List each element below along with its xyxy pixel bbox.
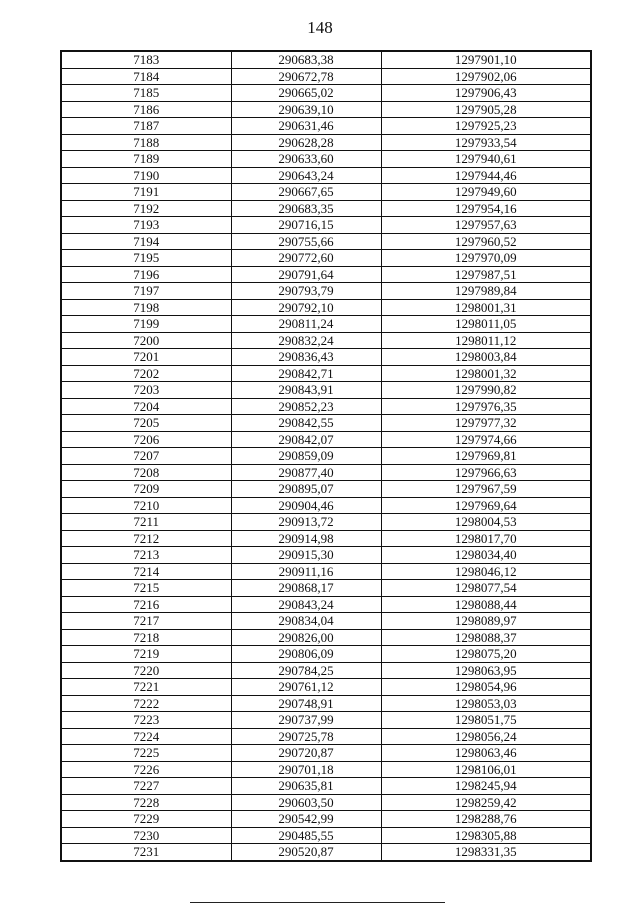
- point-number-cell: 7196: [61, 266, 231, 283]
- y-coordinate-cell: 1297990,82: [381, 382, 591, 399]
- y-coordinate-cell: 1297987,51: [381, 266, 591, 283]
- point-number-cell: 7222: [61, 695, 231, 712]
- point-number-cell: 7210: [61, 497, 231, 514]
- x-coordinate-cell: 290520,87: [231, 844, 381, 861]
- x-coordinate-cell: 290635,81: [231, 778, 381, 795]
- point-number-cell: 7195: [61, 250, 231, 267]
- y-coordinate-cell: 1298001,32: [381, 365, 591, 382]
- x-coordinate-cell: 290842,07: [231, 431, 381, 448]
- table-row: [61, 778, 591, 795]
- y-coordinate-cell: 1298056,24: [381, 728, 591, 745]
- point-number-cell: 7221: [61, 679, 231, 696]
- table-row: [61, 580, 591, 597]
- point-number-cell: 7219: [61, 646, 231, 663]
- point-number-cell: 7223: [61, 712, 231, 729]
- x-coordinate-cell: 290701,18: [231, 761, 381, 778]
- table-row: [61, 514, 591, 531]
- table-row: [61, 448, 591, 465]
- point-number-cell: 7204: [61, 398, 231, 415]
- point-number-cell: 7192: [61, 200, 231, 217]
- table-row: [61, 761, 591, 778]
- table-row: [61, 613, 591, 630]
- point-number-cell: 7226: [61, 761, 231, 778]
- table-row: [61, 679, 591, 696]
- x-coordinate-cell: 290542,99: [231, 811, 381, 828]
- y-coordinate-cell: 1297954,16: [381, 200, 591, 217]
- table-row: [61, 382, 591, 399]
- x-coordinate-cell: 290911,16: [231, 563, 381, 580]
- point-number-cell: 7218: [61, 629, 231, 646]
- table-row: [61, 398, 591, 415]
- x-coordinate-cell: 290672,78: [231, 68, 381, 85]
- x-coordinate-cell: 290852,23: [231, 398, 381, 415]
- y-coordinate-cell: 1298088,44: [381, 596, 591, 613]
- point-number-cell: 7205: [61, 415, 231, 432]
- point-number-cell: 7188: [61, 134, 231, 151]
- x-coordinate-cell: 290895,07: [231, 481, 381, 498]
- y-coordinate-cell: 1297969,64: [381, 497, 591, 514]
- x-coordinate-cell: 290643,24: [231, 167, 381, 184]
- point-number-cell: 7214: [61, 563, 231, 580]
- table-row: [61, 497, 591, 514]
- y-coordinate-cell: 1297966,63: [381, 464, 591, 481]
- y-coordinate-cell: 1298011,05: [381, 316, 591, 333]
- point-number-cell: 7201: [61, 349, 231, 366]
- table-row: [61, 283, 591, 300]
- table-row: [61, 481, 591, 498]
- table-row: [61, 794, 591, 811]
- table-row: [61, 316, 591, 333]
- x-coordinate-cell: 290832,24: [231, 332, 381, 349]
- x-coordinate-cell: 290725,78: [231, 728, 381, 745]
- point-number-cell: 7208: [61, 464, 231, 481]
- point-number-cell: 7187: [61, 118, 231, 135]
- table-row: [61, 629, 591, 646]
- y-coordinate-cell: 1298259,42: [381, 794, 591, 811]
- table-row: [61, 266, 591, 283]
- y-coordinate-cell: 1298004,53: [381, 514, 591, 531]
- point-number-cell: 7198: [61, 299, 231, 316]
- y-coordinate-cell: 1297989,84: [381, 283, 591, 300]
- point-number-cell: 7193: [61, 217, 231, 234]
- x-coordinate-cell: 290868,17: [231, 580, 381, 597]
- point-number-cell: 7194: [61, 233, 231, 250]
- table-row: [61, 464, 591, 481]
- table-row: [61, 712, 591, 729]
- point-number-cell: 7225: [61, 745, 231, 762]
- x-coordinate-cell: 290628,28: [231, 134, 381, 151]
- table-row: [61, 167, 591, 184]
- point-number-cell: 7206: [61, 431, 231, 448]
- table-row: [61, 431, 591, 448]
- x-coordinate-cell: 290806,09: [231, 646, 381, 663]
- x-coordinate-cell: 290915,30: [231, 547, 381, 564]
- x-coordinate-cell: 290720,87: [231, 745, 381, 762]
- x-coordinate-cell: 290791,64: [231, 266, 381, 283]
- x-coordinate-cell: 290633,60: [231, 151, 381, 168]
- point-number-cell: 7185: [61, 85, 231, 102]
- y-coordinate-cell: 1298331,35: [381, 844, 591, 861]
- y-coordinate-cell: 1297949,60: [381, 184, 591, 201]
- table-row: [61, 728, 591, 745]
- point-number-cell: 7189: [61, 151, 231, 168]
- table-row: [61, 662, 591, 679]
- y-coordinate-cell: 1297974,66: [381, 431, 591, 448]
- y-coordinate-cell: 1298106,01: [381, 761, 591, 778]
- x-coordinate-cell: 290639,10: [231, 101, 381, 118]
- point-number-cell: 7190: [61, 167, 231, 184]
- y-coordinate-cell: 1298034,40: [381, 547, 591, 564]
- point-number-cell: 7200: [61, 332, 231, 349]
- x-coordinate-cell: 290784,25: [231, 662, 381, 679]
- point-number-cell: 7216: [61, 596, 231, 613]
- footer-rule: [190, 902, 445, 903]
- x-coordinate-cell: 290665,02: [231, 85, 381, 102]
- y-coordinate-cell: 1297925,23: [381, 118, 591, 135]
- y-coordinate-cell: 1297970,09: [381, 250, 591, 267]
- table-row: [61, 530, 591, 547]
- x-coordinate-cell: 290843,24: [231, 596, 381, 613]
- y-coordinate-cell: 1297976,35: [381, 398, 591, 415]
- x-coordinate-cell: 290631,46: [231, 118, 381, 135]
- table-row: [61, 118, 591, 135]
- coordinates-table-body: [61, 51, 591, 861]
- y-coordinate-cell: 1298051,75: [381, 712, 591, 729]
- y-coordinate-cell: 1297957,63: [381, 217, 591, 234]
- table-row: [61, 365, 591, 382]
- y-coordinate-cell: 1297944,46: [381, 167, 591, 184]
- point-number-cell: 7199: [61, 316, 231, 333]
- y-coordinate-cell: 1297967,59: [381, 481, 591, 498]
- y-coordinate-cell: 1298053,03: [381, 695, 591, 712]
- table-row: [61, 184, 591, 201]
- table-row: [61, 844, 591, 861]
- table-row: [61, 151, 591, 168]
- y-coordinate-cell: 1298046,12: [381, 563, 591, 580]
- x-coordinate-cell: 290811,24: [231, 316, 381, 333]
- y-coordinate-cell: 1298001,31: [381, 299, 591, 316]
- y-coordinate-cell: 1298075,20: [381, 646, 591, 663]
- table-row: [61, 415, 591, 432]
- table-row: [61, 134, 591, 151]
- table-row: [61, 200, 591, 217]
- x-coordinate-cell: 290772,60: [231, 250, 381, 267]
- x-coordinate-cell: 290859,09: [231, 448, 381, 465]
- point-number-cell: 7215: [61, 580, 231, 597]
- table-row: [61, 51, 591, 68]
- table-row: [61, 217, 591, 234]
- x-coordinate-cell: 290737,99: [231, 712, 381, 729]
- table-row: [61, 233, 591, 250]
- x-coordinate-cell: 290842,71: [231, 365, 381, 382]
- x-coordinate-cell: 290914,98: [231, 530, 381, 547]
- x-coordinate-cell: 290834,04: [231, 613, 381, 630]
- x-coordinate-cell: 290904,46: [231, 497, 381, 514]
- point-number-cell: 7220: [61, 662, 231, 679]
- point-number-cell: 7207: [61, 448, 231, 465]
- y-coordinate-cell: 1297969,81: [381, 448, 591, 465]
- table-row: [61, 101, 591, 118]
- x-coordinate-cell: 290792,10: [231, 299, 381, 316]
- table-row: [61, 68, 591, 85]
- y-coordinate-cell: 1298063,46: [381, 745, 591, 762]
- y-coordinate-cell: 1297977,32: [381, 415, 591, 432]
- table-row: [61, 596, 591, 613]
- y-coordinate-cell: 1297902,06: [381, 68, 591, 85]
- point-number-cell: 7212: [61, 530, 231, 547]
- table-row: [61, 563, 591, 580]
- y-coordinate-cell: 1298245,94: [381, 778, 591, 795]
- y-coordinate-cell: 1298288,76: [381, 811, 591, 828]
- point-number-cell: 7217: [61, 613, 231, 630]
- point-number-cell: 7229: [61, 811, 231, 828]
- y-coordinate-cell: 1298017,70: [381, 530, 591, 547]
- y-coordinate-cell: 1298077,54: [381, 580, 591, 597]
- table-row: [61, 695, 591, 712]
- x-coordinate-cell: 290603,50: [231, 794, 381, 811]
- point-number-cell: 7231: [61, 844, 231, 861]
- point-number-cell: 7228: [61, 794, 231, 811]
- x-coordinate-cell: 290826,00: [231, 629, 381, 646]
- x-coordinate-cell: 290667,65: [231, 184, 381, 201]
- x-coordinate-cell: 290843,91: [231, 382, 381, 399]
- point-number-cell: 7227: [61, 778, 231, 795]
- y-coordinate-cell: 1298054,96: [381, 679, 591, 696]
- point-number-cell: 7197: [61, 283, 231, 300]
- table-row: [61, 85, 591, 102]
- table-row: [61, 547, 591, 564]
- x-coordinate-cell: 290755,66: [231, 233, 381, 250]
- y-coordinate-cell: 1298089,97: [381, 613, 591, 630]
- x-coordinate-cell: 290485,55: [231, 827, 381, 844]
- x-coordinate-cell: 290748,91: [231, 695, 381, 712]
- x-coordinate-cell: 290793,79: [231, 283, 381, 300]
- point-number-cell: 7183: [61, 51, 231, 68]
- point-number-cell: 7191: [61, 184, 231, 201]
- table-row: [61, 827, 591, 844]
- table-row: [61, 299, 591, 316]
- table-row: [61, 332, 591, 349]
- table-row: [61, 811, 591, 828]
- y-coordinate-cell: 1297905,28: [381, 101, 591, 118]
- y-coordinate-cell: 1297933,54: [381, 134, 591, 151]
- x-coordinate-cell: 290836,43: [231, 349, 381, 366]
- y-coordinate-cell: 1297940,61: [381, 151, 591, 168]
- x-coordinate-cell: 290761,12: [231, 679, 381, 696]
- point-number-cell: 7202: [61, 365, 231, 382]
- point-number-cell: 7209: [61, 481, 231, 498]
- table-row: [61, 745, 591, 762]
- point-number-cell: 7224: [61, 728, 231, 745]
- y-coordinate-cell: 1297901,10: [381, 51, 591, 68]
- point-number-cell: 7186: [61, 101, 231, 118]
- y-coordinate-cell: 1298003,84: [381, 349, 591, 366]
- point-number-cell: 7184: [61, 68, 231, 85]
- x-coordinate-cell: 290842,55: [231, 415, 381, 432]
- table-row: [61, 349, 591, 366]
- point-number-cell: 7211: [61, 514, 231, 531]
- x-coordinate-cell: 290716,15: [231, 217, 381, 234]
- table-row: [61, 250, 591, 267]
- table-row: [61, 646, 591, 663]
- y-coordinate-cell: 1297960,52: [381, 233, 591, 250]
- y-coordinate-cell: 1298088,37: [381, 629, 591, 646]
- x-coordinate-cell: 290683,38: [231, 51, 381, 68]
- y-coordinate-cell: 1298063,95: [381, 662, 591, 679]
- y-coordinate-cell: 1298011,12: [381, 332, 591, 349]
- x-coordinate-cell: 290913,72: [231, 514, 381, 531]
- page-number: 148: [307, 18, 333, 37]
- coordinates-table: [60, 50, 592, 862]
- point-number-cell: 7203: [61, 382, 231, 399]
- y-coordinate-cell: 1298305,88: [381, 827, 591, 844]
- point-number-cell: 7230: [61, 827, 231, 844]
- y-coordinate-cell: 1297906,43: [381, 85, 591, 102]
- point-number-cell: 7213: [61, 547, 231, 564]
- x-coordinate-cell: 290877,40: [231, 464, 381, 481]
- x-coordinate-cell: 290683,35: [231, 200, 381, 217]
